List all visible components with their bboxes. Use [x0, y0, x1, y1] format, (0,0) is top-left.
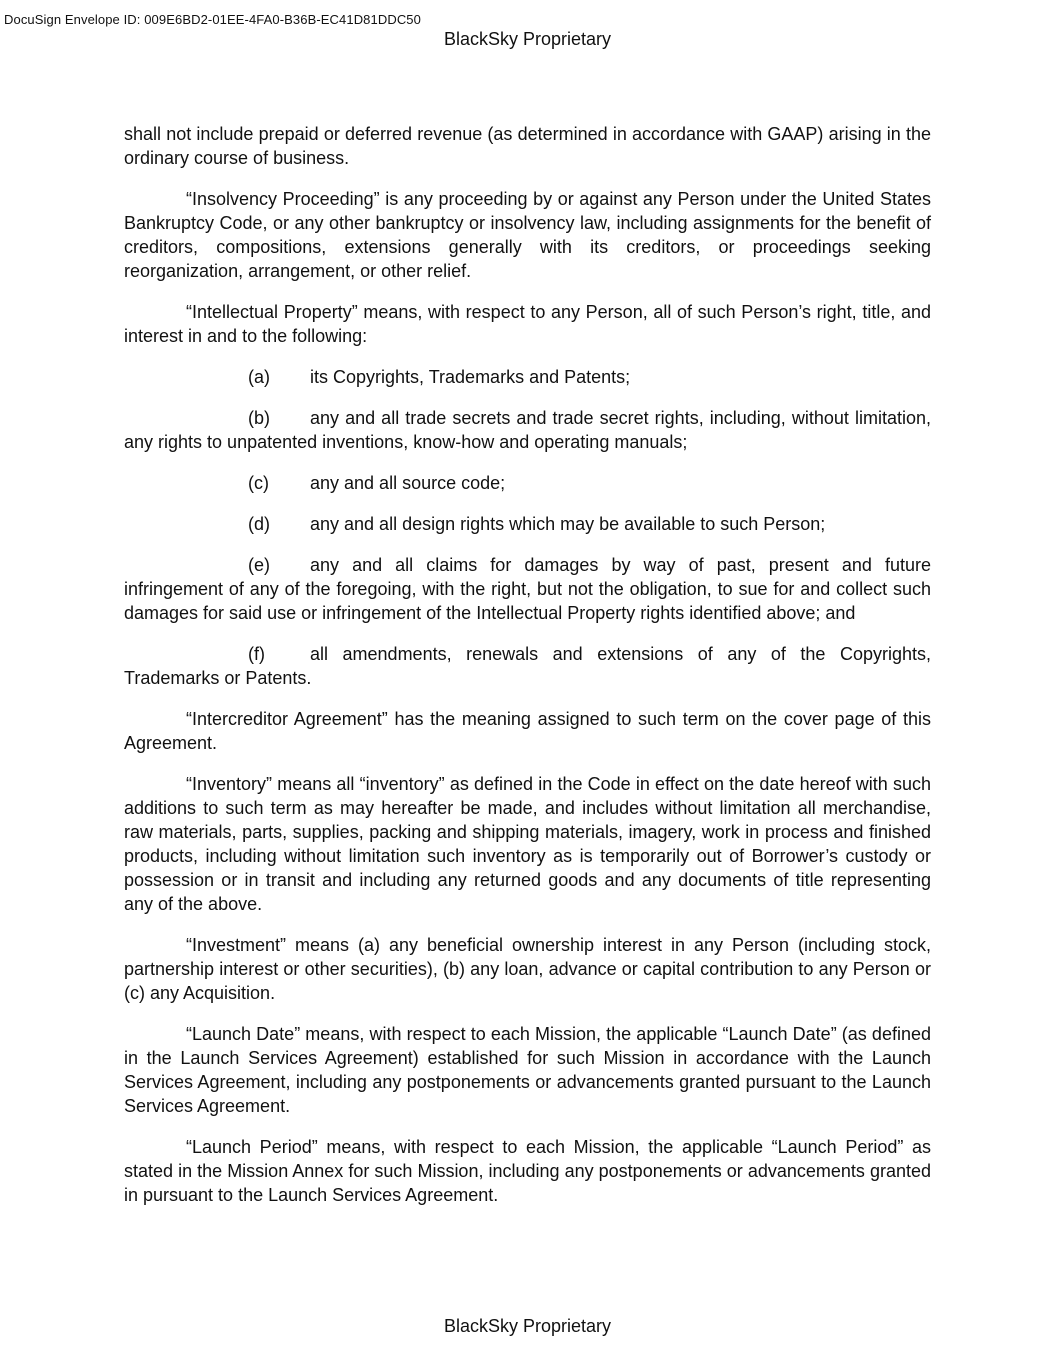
defined-term: “Investment” — [186, 935, 287, 955]
document-body — [124, 122, 931, 1224]
list-item-text: all amendments, renewals and extensions of any of the Copyrights, Trademarks or Patents. — [124, 644, 931, 688]
page-footer: BlackSky Proprietary — [443, 1316, 612, 1336]
list-item — [124, 512, 931, 536]
definition-text: has the meaning assigned to such term on the cover page of this Agreement. — [124, 709, 931, 753]
defined-term: “Intercreditor Agreement” — [186, 709, 388, 729]
definition-launch-date — [124, 1022, 931, 1118]
list-item — [124, 471, 931, 495]
definition-insolvency-proceeding — [124, 187, 931, 283]
definition-text: means (a) any beneficial ownership interest in any Person (including stock, partnership interest or other securities), (b) any loan, advance or capital contribution to any Person or (c) any Acquisition. — [124, 935, 931, 1003]
defined-term: “Launch Date” — [186, 1024, 301, 1044]
defined-term: “Inventory” — [186, 774, 273, 794]
definition-intellectual-property — [124, 300, 931, 348]
list-item — [124, 406, 931, 454]
list-item-text: any and all claims for damages by way of past, present and future infringement of any of the foregoing, with the right, but not the obligation, to sue for and collect such damages for said use or infringement of the Intellectual Property rights identified above; and — [124, 555, 931, 623]
defined-term: “Intellectual Property” — [186, 302, 358, 322]
list-marker: (d) — [248, 514, 270, 534]
list-item — [124, 553, 931, 625]
definition-inventory — [124, 772, 931, 916]
list-marker: (a) — [248, 367, 270, 387]
list-marker: (b) — [248, 408, 270, 428]
page-header: BlackSky Proprietary — [443, 29, 612, 49]
list-item-text: any and all trade secrets and trade secret rights, including, without limitation, any rights to unpatented inventions, know-how and operating manuals; — [124, 408, 931, 452]
definition-text: means, with respect to each Mission, the applicable “Launch Period” as stated in the Mission Annex for such Mission, including any postponements or advancements granted in pursuant to the Launch Services Agreement. — [124, 1137, 931, 1205]
definition-text: is any proceeding by or against any Person under the United States Bankruptcy Code, or any other bankruptcy or insolvency law, including assignments for the benefit of creditors, compositions, extensions generally with its creditors, or proceedings seeking reorganization, arrangement, or other relief. — [124, 189, 931, 281]
list-item — [124, 642, 931, 690]
definition-investment — [124, 933, 931, 1005]
definition-text: means all “inventory” as defined in the Code in effect on the date hereof with such additions to such term as may hereafter be made, and includes without limitation all merchandise, raw materials, parts, supplies, packing and shipping materials, imagery, work in process and finished products, including without limitation such inventory as is temporarily out of Borrower’s custody or possession or in transit and including any returned goods and any documents of title representing any of the above. — [124, 774, 931, 914]
list-marker: (c) — [248, 473, 269, 493]
defined-term: “Launch Period” — [186, 1137, 318, 1157]
list-item-text: any and all design rights which may be available to such Person; — [310, 514, 826, 534]
docusign-envelope-id: DocuSign Envelope ID: 009E6BD2-01EE-4FA0-B36B-EC41D81DDC50 — [4, 12, 421, 27]
list-marker: (e) — [248, 555, 270, 575]
list-item — [124, 365, 931, 389]
definition-intercreditor-agreement — [124, 707, 931, 755]
definition-text: means, with respect to each Mission, the applicable “Launch Date” (as defined in the Launch Services Agreement) established for such Mission in accordance with the Launch Services Agreement, including any postponements or advancements granted pursuant to the Launch Services Agreement. — [124, 1024, 931, 1116]
list-item-text: its Copyrights, Trademarks and Patents; — [310, 367, 631, 387]
definition-launch-period — [124, 1135, 931, 1207]
definition-text: means, with respect to any Person, all of such Person’s right, title, and interest in and to the following: — [124, 302, 931, 346]
paragraph-continuation: shall not include prepaid or deferred revenue (as determined in accordance with GAAP) arising in the ordinary course of business. — [124, 124, 931, 168]
list-item-text: any and all source code; — [310, 473, 506, 493]
defined-term: “Insolvency Proceeding” — [186, 189, 380, 209]
list-marker: (f) — [248, 644, 265, 664]
